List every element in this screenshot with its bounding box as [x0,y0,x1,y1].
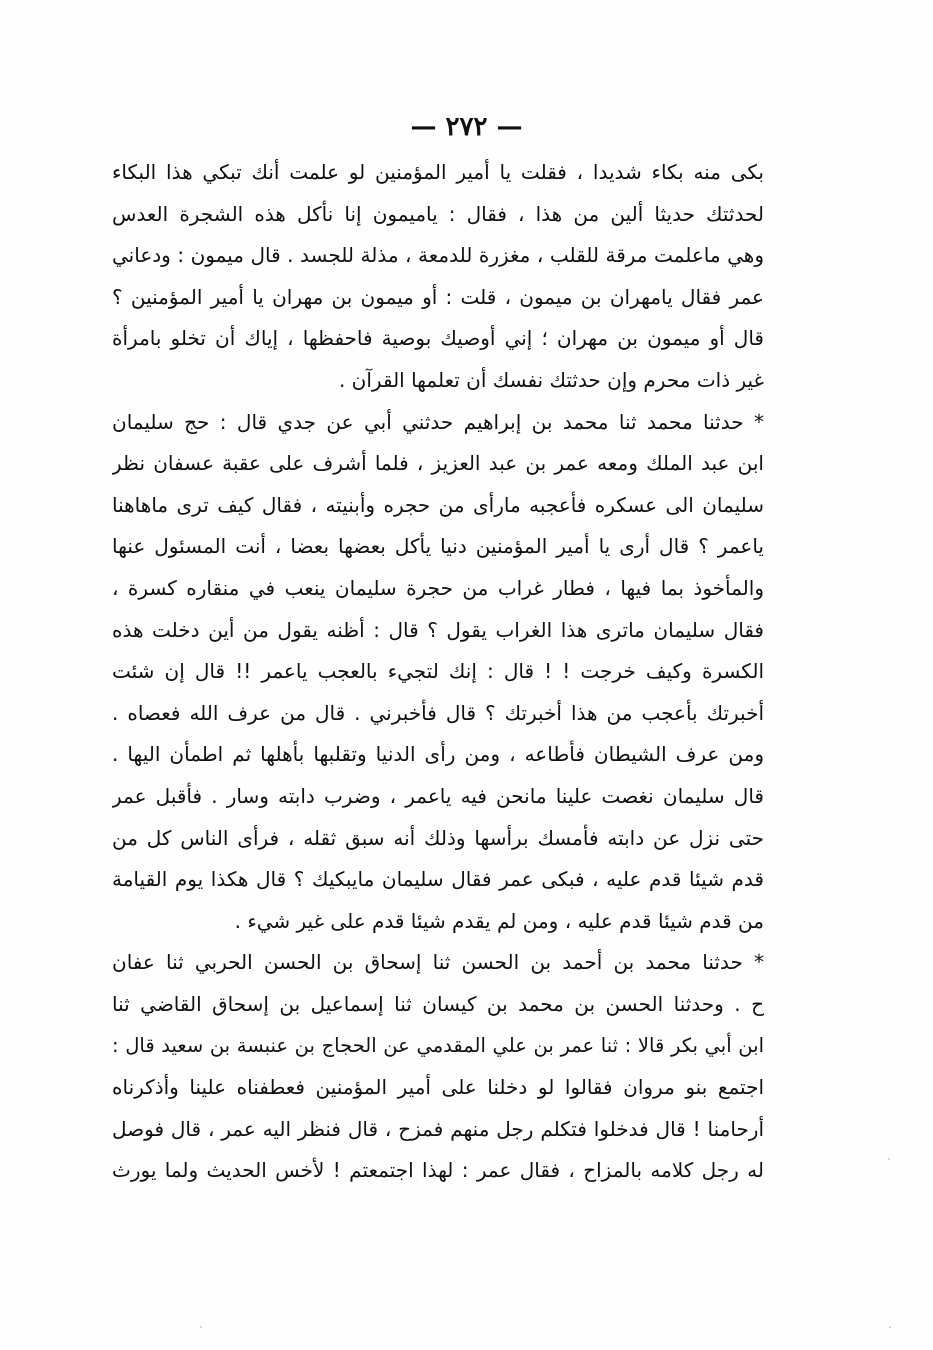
text-line: بكى منه بكاء شديدا ، فقلت يا أمير المؤمنين لو علمت أنك تبكي هذا البكاء [112,160,764,184]
text-line: قدم شيئا قدم عليه ، فبكى عمر فقال سليمان مايبكيك ؟ قال هكذا يوم القيامة [112,867,764,892]
page-number: — ٢٧٢ — [410,112,523,142]
text-line: والمأخوذ بما فيها ، فطار غراب من حجرة سليمان ينعب في منقاره كسرة ، [112,575,764,600]
text-line: ابن أبي بكر قالا : ثنا عمر بن علي المقدمي عن الحجاج بن عنبسة بن سعيد قال : [112,1034,764,1058]
text-line: أرحامنا ! قال فدخلوا فتكلم رجل منهم فمزح ، قال فنظر اليه عمر ، قال فوصل [112,1116,764,1141]
text-line: فقال سليمان ماترى هذا الغراب يقول ؟ قال : أظنه يقول من أين دخلت هذه [112,617,764,642]
arabic-text-body [112,152,764,1192]
text-line: غير ذات محرم وإن حدثتك نفسك أن تعلمها القرآن . [338,367,764,392]
scan-speck [889,1326,891,1328]
text-line: قال أو ميمون بن مهران ؛ إني أوصيك بوصية فاحفظها ، إياك أن تخلو بامرأة [112,326,764,351]
text-line: وهي ماعلمت مرقة للقلب ، مغزرة للدمعة ، مذلة للجسد . قال ميمون : ودعاني [112,243,764,268]
text-line: ح . وحدثنا الحسن بن محمد بن كيسان ثنا إسماعيل بن إسحاق القاضي ثنا [112,991,764,1016]
text-line: له رجل كلامه بالمزاح ، فقال عمر : لهذا اجتمعتم ! لأخس الحديث ولما يورث [112,1158,764,1183]
text-line: ياعمر ؟ قال أرى يا أمير المؤمنين دنيا يأكل بعضها بعضا ، أنت المسئول عنها [112,534,764,559]
text-line: * حدثنا محمد ثنا محمد بن إبراهيم حدثني أبي عن جدي قال : حج سليمان [112,409,764,434]
text-line: عمر فقال يامهران بن ميمون ، قلت : أو ميمون بن مهران يا أمير المؤمنين ؟ [112,284,764,309]
text-line: أخبرتك بأعجب من هذا أخبرتك ؟ قال فأخبرني . قال من عرف الله فعصاه . [112,700,764,725]
scan-speck [888,1158,890,1160]
text-line: ابن عبد الملك ومعه عمر بن عبد العزيز ، فلما أشرف على عقبة عسفان نظر [112,451,764,476]
text-line: لحدثتك حديثا ألين من هذا ، فقال : ياميمون إنا نأكل هذه الشجرة العدس [112,201,764,226]
text-line: الكسرة وكيف خرجت ! ! قال : إنك لتجيء بالعجب ياعمر !! قال إن شئت [112,659,764,684]
scan-speck [200,1326,202,1328]
text-line: سليمان الى عسكره فأعجبه مارأى من حجره وأبنيته ، فقال كيف ترى ماهاهنا [112,492,764,517]
text-line: اجتمع بنو مروان فقالوا لو دخلنا على أمير المؤمنين فعطفناه علينا وأذكرناه [112,1075,764,1100]
text-line: قال سليمان نغصت علينا مانحن فيه ياعمر ، وضرب دابته وسار . فأقبل عمر [112,783,764,808]
text-line: من قدم شيئا قدم عليه ، ومن لم يقدم شيئا قدم على غير شيء . [234,908,764,933]
text-line: * حدثنا محمد بن أحمد بن الحسن ثنا إسحاق بن الحسن الحربي ثنا عفان [112,950,764,975]
text-line: حتى نزل عن دابته فأمسك برأسها وذلك أنه سبق ثقله ، فرأى الناس كل من [112,825,764,850]
text-line: ومن عرف الشيطان فأطاعه ، ومن رأى الدنيا وتقلبها بأهلها ثم اطمأن اليها . [112,742,764,767]
